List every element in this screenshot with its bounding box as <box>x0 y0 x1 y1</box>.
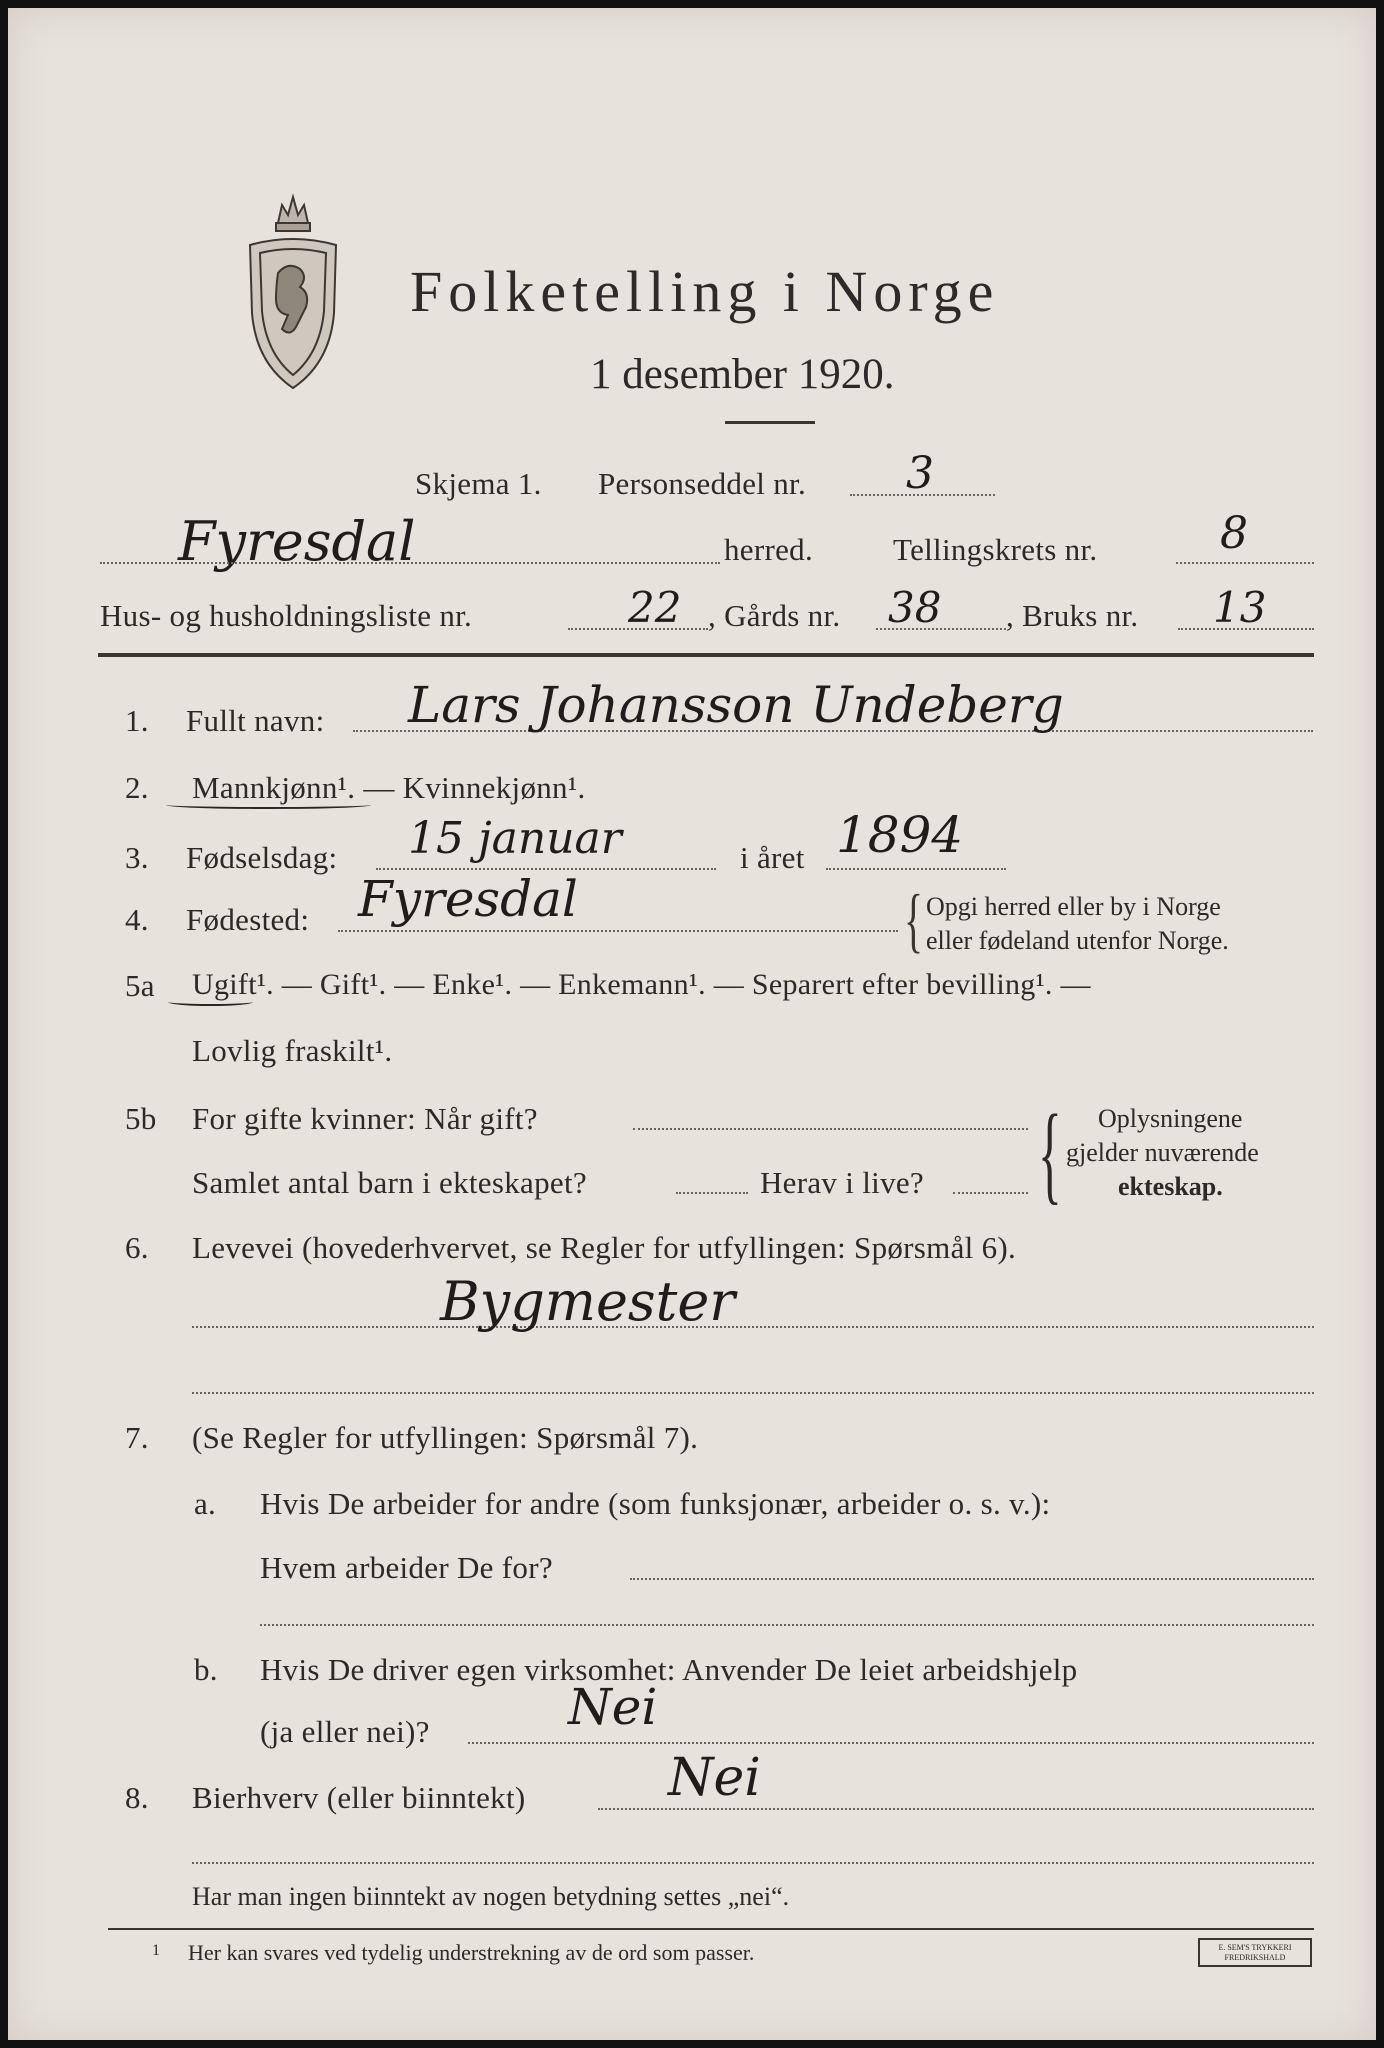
q5b-children-line <box>676 1192 748 1194</box>
form-title: Folketelling i Norge <box>410 259 1000 324</box>
footer-divider <box>108 1928 1314 1930</box>
schema-label: Skjema 1. <box>415 466 542 501</box>
q7a-label: Hvis De arbeider for andre (som funksjonær, arbeider o. s. v.): <box>260 1486 1051 1521</box>
q7a-number: a. <box>194 1486 217 1521</box>
q7b-label-2: (ja eller nei)? <box>260 1714 430 1749</box>
q6-line-2 <box>192 1392 1314 1394</box>
tellingskrets-line <box>1176 562 1314 564</box>
q7-number: 7. <box>125 1420 149 1455</box>
q3-year-value: 1894 <box>836 806 964 864</box>
q5b-number: 5b <box>125 1101 157 1136</box>
q3-year-label: i året <box>740 840 805 875</box>
q3-value: 15 januar <box>408 813 622 864</box>
q1-value: Lars Johansson Undeberg <box>408 676 1064 734</box>
q2-label: Mannkjønn¹. — Kvinnekjønn¹. <box>192 770 586 805</box>
q7a-line-2 <box>260 1624 1314 1626</box>
q7a-label-2: Hvem arbeider De for? <box>260 1550 553 1585</box>
footnote-mark: 1 <box>152 1942 160 1959</box>
q8-number: 8. <box>125 1780 149 1815</box>
q1-label: Fullt navn: <box>186 703 325 738</box>
q3-number: 3. <box>125 840 149 875</box>
gards-value: 38 <box>888 583 942 632</box>
q5a-label: Ugift¹. — Gift¹. — Enke¹. — Enkemann¹. — Separert efter bevilling¹. — <box>192 968 1091 1001</box>
q4-line <box>338 930 898 932</box>
coat-of-arms-icon <box>238 183 348 393</box>
q7b-number: b. <box>194 1652 218 1687</box>
form-date: 1 desember 1920. <box>590 351 895 398</box>
census-form-page <box>8 8 1376 2040</box>
q4-label: Fødested: <box>186 902 310 937</box>
q7b-value: Nei <box>568 1678 658 1736</box>
q4-value: Fyresdal <box>358 870 578 928</box>
q5a-label-2: Lovlig fraskilt¹. <box>192 1033 393 1068</box>
q4-number: 4. <box>125 902 149 937</box>
q4-note-2: eller fødeland utenfor Norge. <box>926 926 1229 955</box>
q5a-underline-mark <box>168 998 253 1006</box>
biinntekt-note: Har man ingen biinntekt av nogen betydning settes „nei“. <box>192 1882 790 1911</box>
q5b-alive-label: Herav i live? <box>760 1165 924 1200</box>
q4-brace: { <box>904 880 924 960</box>
q5b-label: For gifte kvinner: Når gift? <box>192 1101 538 1136</box>
q5b-note-1: Oplysningene <box>1098 1104 1243 1133</box>
q3-label: Fødselsdag: <box>186 840 338 875</box>
tellingskrets-label: Tellingskrets nr. <box>893 532 1098 567</box>
herred-label: herred. <box>724 532 814 567</box>
q4-note-1: Opgi herred eller by i Norge <box>926 892 1221 921</box>
q7a-line-1 <box>630 1578 1314 1580</box>
printer-stamp: E. SEM'S TRYKKERI FREDRIKSHALD <box>1198 1938 1312 1967</box>
q7b-label: Hvis De driver egen virksomhet: Anvender De leiet arbeidshjelp <box>260 1652 1078 1687</box>
q5b-note-2: gjelder nuværende <box>1066 1138 1259 1167</box>
q6-value: Bygmester <box>440 1270 736 1333</box>
q7-label: (Se Regler for utfyllingen: Spørsmål 7). <box>192 1420 699 1455</box>
q7b-line <box>468 1742 1314 1744</box>
personseddel-label: Personseddel nr. <box>598 466 806 501</box>
footnote-text: Her kan svares ved tydelig understrekning av de ord som passer. <box>188 1940 755 1965</box>
q5b-alive-line <box>953 1192 1028 1194</box>
bruks-value: 13 <box>1213 583 1267 632</box>
personseddel-value: 3 <box>906 448 934 499</box>
herred-line <box>100 562 720 564</box>
q8-line-2 <box>192 1862 1314 1864</box>
q1-number: 1. <box>125 703 149 738</box>
q2-underline-mark <box>166 801 371 809</box>
gards-label: , Gårds nr. <box>708 598 841 633</box>
q3-year-line <box>826 868 1006 870</box>
q5b-when-line <box>633 1128 1028 1130</box>
bruks-label: , Bruks nr. <box>1006 598 1139 633</box>
hus-value: 22 <box>628 583 682 632</box>
q2-number: 2. <box>125 770 149 805</box>
q5b-note-3: ekteskap. <box>1118 1172 1223 1201</box>
herred-value: Fyresdal <box>178 510 416 573</box>
q5a-number: 5a <box>125 968 155 1003</box>
q6-label: Levevei (hovederhvervet, se Regler for utfyllingen: Spørsmål 6). <box>192 1230 1017 1265</box>
header-divider <box>98 653 1314 657</box>
q5b-children-label: Samlet antal barn i ekteskapet? <box>192 1165 587 1200</box>
q5b-brace: { <box>1038 1092 1062 1214</box>
q6-number: 6. <box>125 1230 149 1265</box>
tellingskrets-value: 8 <box>1220 508 1248 559</box>
hus-label: Hus- og husholdningsliste nr. <box>100 598 473 633</box>
q8-value: Nei <box>668 1748 761 1808</box>
q8-label: Bierhverv (eller biinntekt) <box>192 1780 526 1815</box>
title-divider <box>725 421 815 424</box>
q6-line-1 <box>192 1326 1314 1328</box>
q8-line-1 <box>598 1808 1314 1810</box>
